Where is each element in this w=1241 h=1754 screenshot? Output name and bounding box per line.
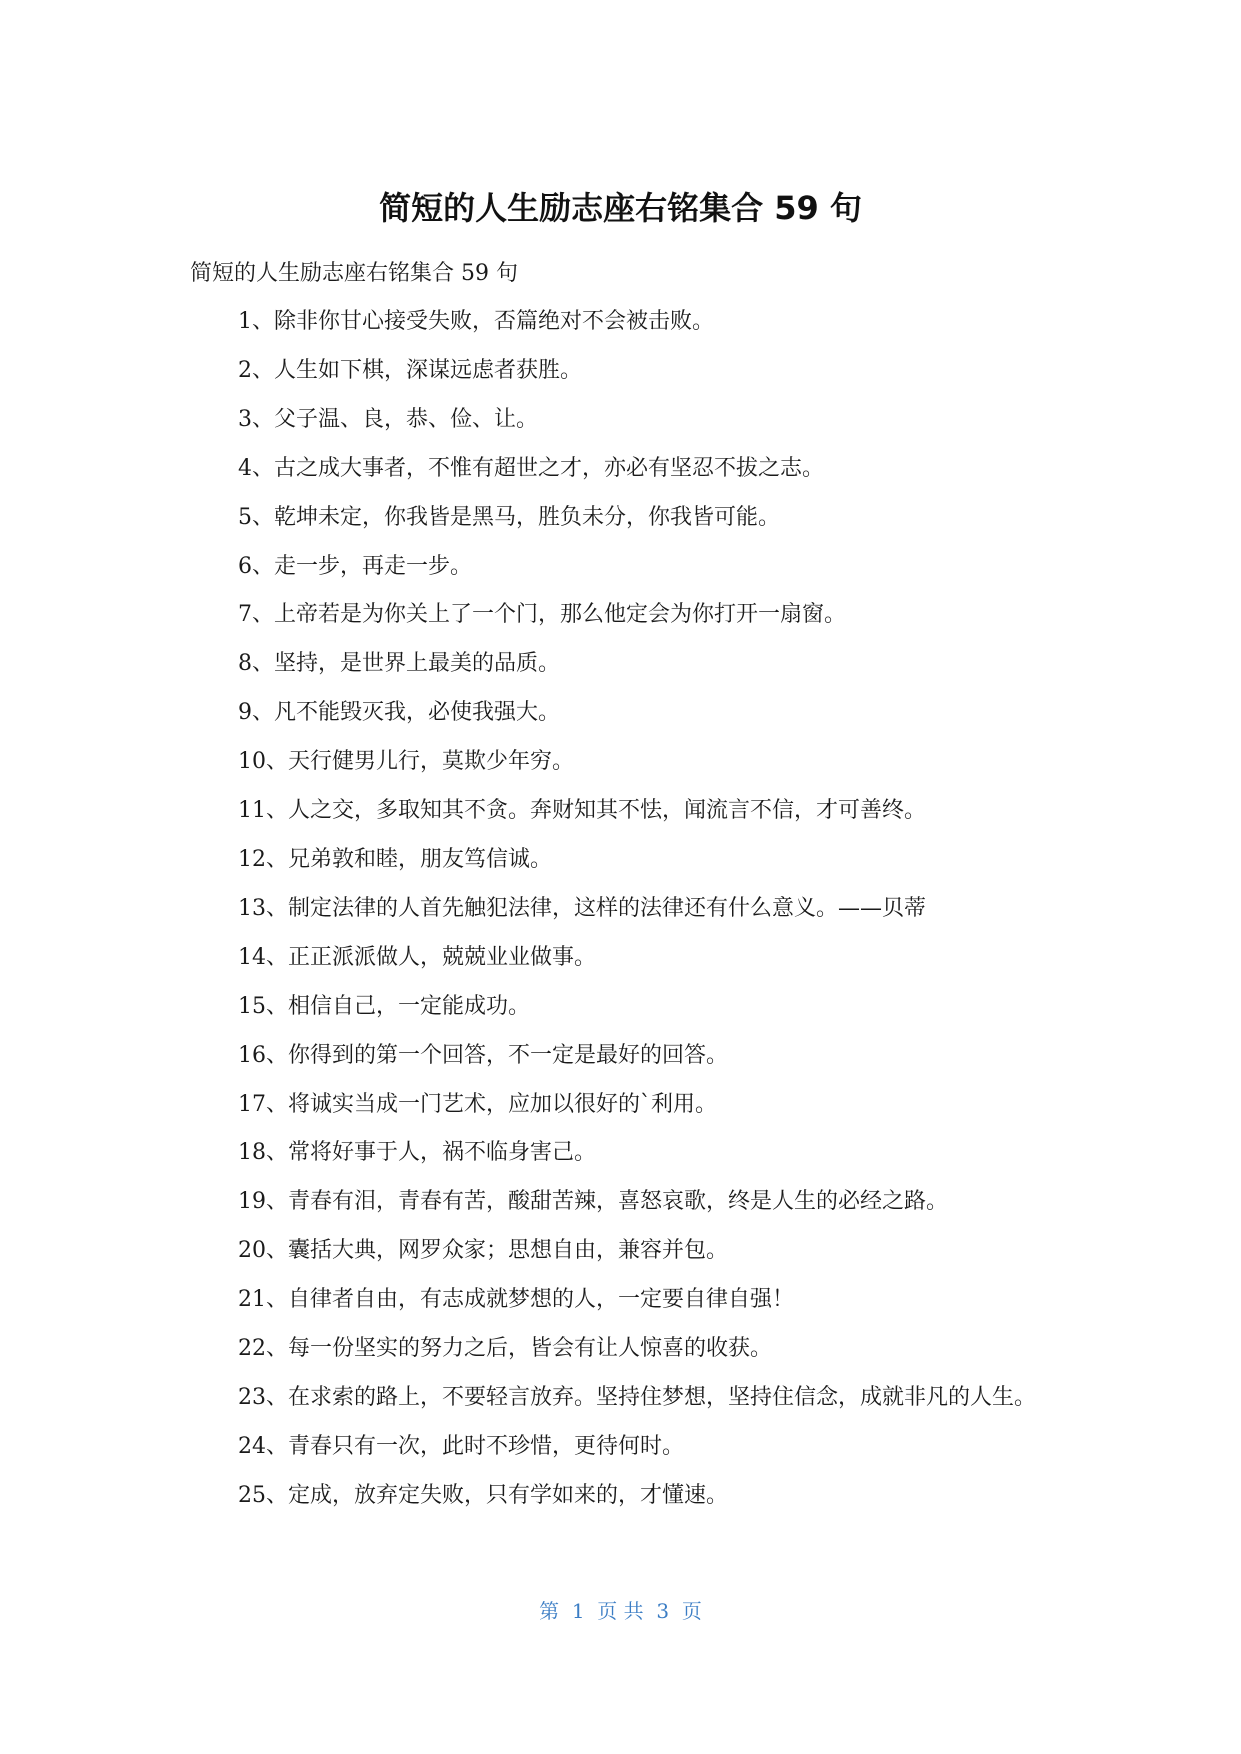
quote-item: 18、常将好事于人，祸不临身害己。 <box>238 1140 596 1166</box>
quote-item: 8、坚持，是世界上最美的品质。 <box>238 651 560 677</box>
quote-item: 10、天行健男儿行，莫欺少年穷。 <box>238 749 574 775</box>
quote-item: 11、人之交，多取知其不贪。奔财知其不怯，闻流言不信，才可善终。 <box>238 798 926 824</box>
quote-item: 25、定成，放弃定失败，只有学如来的，才懂速。 <box>238 1482 728 1508</box>
quote-item: 3、父子温、良，恭、俭、让。 <box>238 406 538 432</box>
document-body <box>190 250 1050 1521</box>
document-title: 简短的人生励志座右铭集合 59 句 <box>379 189 862 227</box>
quote-item: 22、每一份坚实的努力之后，皆会有让人惊喜的收获。 <box>238 1336 772 1362</box>
quote-item: 9、凡不能毁灭我，必使我强大。 <box>238 700 560 726</box>
quote-item: 19、青春有泪，青春有苦，酸甜苦辣，喜怒哀歌，终是人生的必经之路。 <box>238 1189 948 1215</box>
quote-item: 24、青春只有一次，此时不珍惜，更待何时。 <box>238 1433 684 1459</box>
quote-item: 21、自律者自由，有志成就梦想的人，一定要自律自强！ <box>238 1287 794 1313</box>
page-number-footer: 第 1 页 共 3 页 <box>539 1599 702 1623</box>
quote-item: 15、相信自己，一定能成功。 <box>238 993 530 1019</box>
quote-item: 7、上帝若是为你关上了一个门，那么他定会为你打开一扇窗。 <box>238 602 846 628</box>
quote-item: 2、人生如下棋，深谋远虑者获胜。 <box>238 357 582 383</box>
document-subtitle: 简短的人生励志座右铭集合 59 句 <box>190 261 518 286</box>
quote-item: 17、将诚实当成一门艺术，应加以很好的`利用。 <box>238 1091 717 1117</box>
quote-item: 16、你得到的第一个回答，不一定是最好的回答。 <box>238 1042 728 1068</box>
quote-item: 1、除非你甘心接受失败，否篇绝对不会被击败。 <box>238 309 714 334</box>
quote-list <box>190 298 1050 1521</box>
quote-item: 13、制定法律的人首先触犯法律，这样的法律还有什么意义。——贝蒂 <box>238 895 926 921</box>
quote-item: 20、囊括大典，网罗众家；思想自由，兼容并包。 <box>238 1238 728 1264</box>
quote-item: 6、走一步，再走一步。 <box>238 553 472 579</box>
quote-item: 4、古之成大事者，不惟有超世之才，亦必有坚忍不拔之志。 <box>238 455 824 481</box>
quote-item: 5、乾坤未定，你我皆是黑马，胜负未分，你我皆可能。 <box>238 504 780 530</box>
quote-item: 12、兄弟敦和睦，朋友笃信诚。 <box>238 846 552 872</box>
quote-item: 23、在求索的路上，不要轻言放弃。坚持住梦想，坚持住信念，成就非凡的人生。 <box>238 1384 1036 1410</box>
quote-item: 14、正正派派做人，兢兢业业做事。 <box>238 944 596 970</box>
